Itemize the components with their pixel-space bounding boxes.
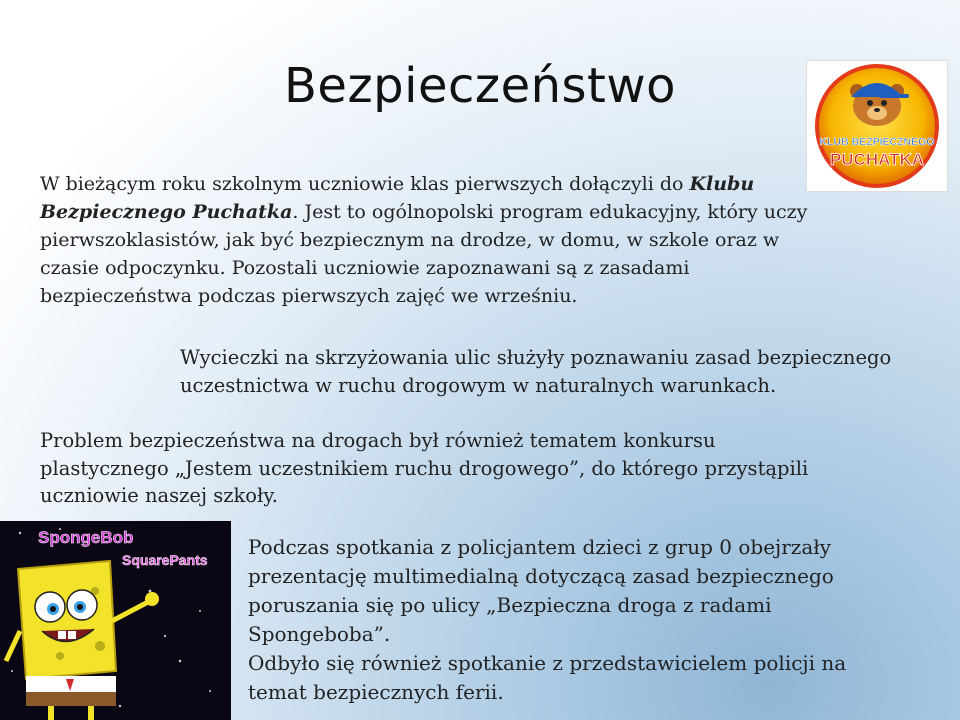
spongebob-image <box>0 521 231 720</box>
logo-text <box>820 136 935 169</box>
police-meeting-line-2: Odbyło się również spotkanie z przedstawicielem policji na temat bezpiecznych ferii. <box>248 651 847 704</box>
svg-text:KLUB BEZPIECZNEGO: KLUB BEZPIECZNEGO <box>819 136 935 148</box>
slide-title: Bezpieczeństwo <box>284 58 676 114</box>
contest-paragraph: Problem bezpieczeństwa na drogach był również tematem konkursu plastycznego „Jestem uczestnikiem ruchu drogowego”, do którego przystąpili uczniowie naszej szkoły. <box>40 429 809 507</box>
logo-graphic <box>807 61 947 191</box>
trips-paragraph: Wycieczki na skrzyżowania ulic służyły poznawaniu zasad bezpiecznego uczestnictwa w ruchu drogowym w naturalnych warunkach. <box>180 346 892 397</box>
spongebob-graphic <box>0 521 231 720</box>
police-meeting-line-1: Podczas spotkania z policjantem dzieci z grup 0 obejrzały prezentację multimedialną dotyczącą zasad bezpiecznego poruszania się po ulicy „Bezpieczna droga z radami Spongeboba”. <box>248 535 834 646</box>
cartoon-title-2: SquarePants <box>122 552 208 568</box>
cartoon-title-1: SpongeBob <box>38 528 134 547</box>
svg-text:PUCHATKA: PUCHATKA <box>829 150 925 169</box>
klub-puchatka-logo <box>806 60 948 192</box>
police-meeting-paragraph <box>248 533 888 707</box>
intro-paragraph: W bieżącym roku szkolnym uczniowie klas pierwszych dołączyli do Klubu Bezpiecznego Puchatka. Jest to ogólnopolski program edukacyjny, który uczy pierwszoklasistów, jak być bezpiecznym na drodze, w domu, w szkole oraz w czasie odpoczynku. Pozostali uczniowie zapoznawani są z zasadami bezpieczeństwa podczas pierwszych zajęć we wrześniu. <box>40 173 808 307</box>
club-name: Klubu Bezpiecznego Puchatka <box>40 173 755 223</box>
